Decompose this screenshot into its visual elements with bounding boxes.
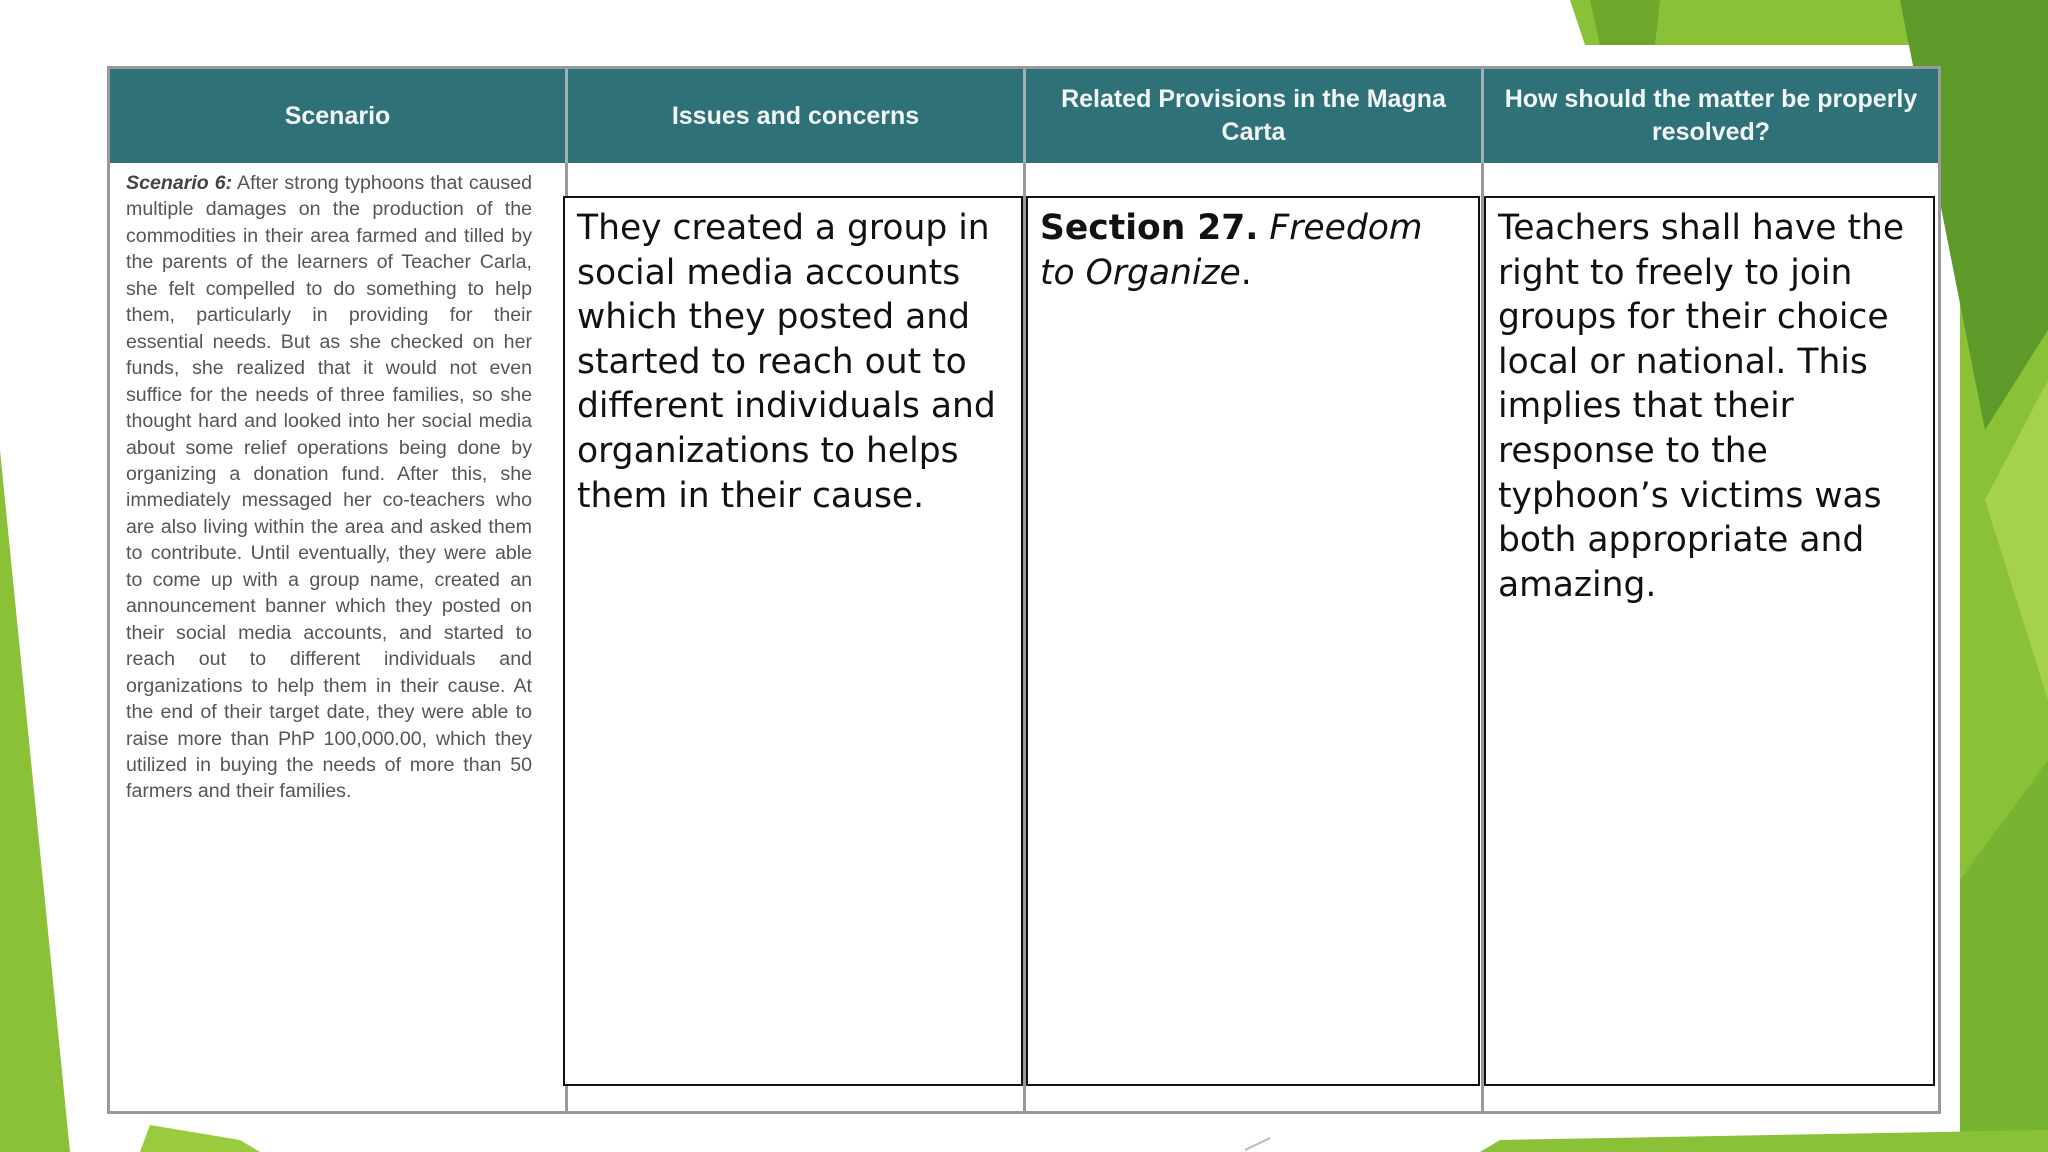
scenario-body: After strong typhoons that caused multiple damages on the production of the commodities in their area farmed and tilled by the parents of the learners of Teacher Carla, she felt compelled to do something to help them, particularly in providing for their essential needs. But as she checked on her funds, she realized that it would not even suffice for the needs of three families, so she thought hard and looked into her social media about some relief operations being done by organizing a donation fund. After this, she immediately messaged her co-teachers who are also living within the area and asked them to contribute. Until eventually, they were able to come up with a group name, created an announcement banner which they posted on their social media accounts, and started to reach out to different individuals and organizations to help them in their cause. At the end of their target date, they were able to raise more than PhP 100,000.00, which they utilized in buying the needs of more than 50 farmers and their families. <box>126 172 533 803</box>
provision-section: Section 27. <box>1040 208 1259 248</box>
provisions-answer-text <box>1040 206 1466 295</box>
issues-answer-box <box>563 196 1023 1086</box>
scenario-text <box>126 170 532 805</box>
resolution-answer-box <box>1484 196 1935 1086</box>
issues-answer-text: They created a group in social media accounts which they posted and started to reach out to different individuals and organizations to helps them in their cause. <box>577 208 996 516</box>
header-resolution: How should the matter be properly resolved? <box>1504 85 1918 146</box>
provisions-answer-box <box>1026 196 1480 1086</box>
resolution-answer-text: Teachers shall have the right to freely to join groups for their choice local or national. This implies that their response to the typhoon’s victims was both appropriate and amazing. <box>1498 208 1905 605</box>
scenario-lead: Scenario 6: <box>126 172 233 194</box>
header-scenario: Scenario <box>110 69 568 163</box>
provision-period: . <box>1240 252 1252 293</box>
header-provisions: Related Provisions in the Magna Carta <box>1026 69 1484 163</box>
table-header-row <box>110 69 1938 163</box>
provision-title: Freedom to Organize <box>1040 208 1423 293</box>
header-issues: Issues and concerns <box>568 69 1026 163</box>
